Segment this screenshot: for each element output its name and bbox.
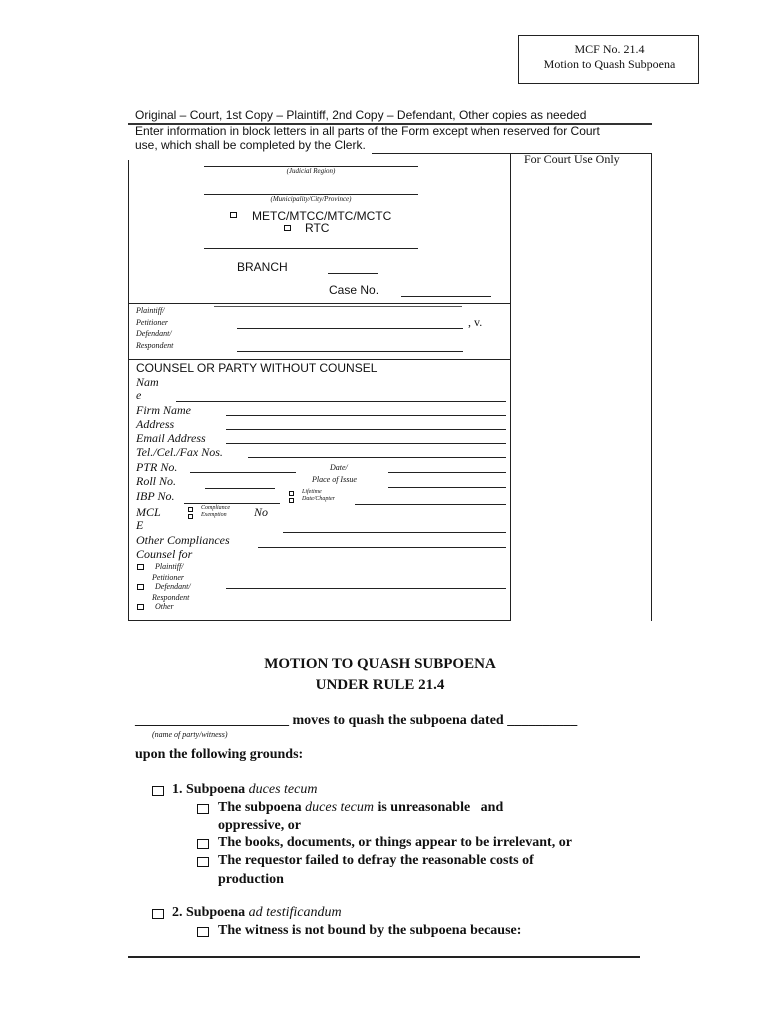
mcle-label-2: E (136, 518, 144, 532)
ground-2-answer-line (128, 956, 640, 958)
ground-2-term: ad testificandum (248, 905, 342, 920)
motion-title-1: MOTION TO QUASH SUBPOENA (264, 656, 496, 672)
ptr-line (190, 472, 296, 473)
date-chapter-label: Date/Chapter (302, 496, 335, 502)
ground-1-text (172, 782, 317, 798)
cf-plaintiff-label-1: Plaintiff/ (155, 562, 184, 571)
ground-1a-checkbox[interactable] (197, 804, 209, 814)
ground-1-checkbox[interactable] (152, 786, 164, 796)
compliance-label: Compliance (201, 505, 230, 511)
court-name-line (204, 248, 418, 249)
date-label: Date/ (330, 463, 348, 472)
counsel-for-label: Counsel for (136, 547, 193, 561)
form-title: Motion to Quash Subpoena (543, 57, 676, 71)
ground-1a-text (218, 800, 503, 816)
ground-1a-term: duces tecum (305, 800, 374, 815)
date-chapter-checkbox[interactable] (289, 498, 294, 503)
counsel-top-rule (128, 359, 511, 360)
motion-title-2: UNDER RULE 21.4 (315, 677, 445, 693)
metc-label: METC/MTCC/MTC/MCTC (252, 209, 392, 223)
versus-label: , v. (468, 315, 483, 329)
mcle-no-label: No (254, 505, 269, 519)
judicial-region-label: (Judicial Region) (286, 167, 336, 175)
court-use-label: For Court Use Only (524, 152, 620, 166)
address-label: Address (136, 417, 175, 431)
frame-bottom-rule (128, 620, 511, 621)
ground-1c-text: The requestor failed to defray the reasonable costs of (218, 853, 534, 868)
cf-defendant-label-2: Respondent (152, 593, 190, 602)
frame-left-border (128, 160, 129, 620)
ground-1-term: duces tecum (248, 782, 318, 797)
cf-defendant-label-1: Defendant/ (155, 582, 191, 591)
municipality-label: (Municipality/City/Province) (270, 195, 352, 203)
ptr-label: PTR No. (136, 460, 178, 474)
form-number-box (518, 35, 699, 84)
other-compliances-label: Other Compliances (136, 533, 230, 547)
ibp-label: IBP No. (136, 489, 175, 503)
grounds-intro: upon the following grounds: (135, 747, 304, 762)
tel-label: Tel./Cel./Fax Nos. (136, 445, 223, 459)
tel-line (248, 457, 506, 458)
frame-divider (510, 153, 511, 621)
metc-checkbox[interactable] (230, 212, 237, 218)
form-number: MCF No. 21.4 (574, 42, 645, 56)
parties-top-rule-2 (214, 306, 462, 307)
instructions-line-1: Enter information in block letters in all parts of the Form except when reserved for Court (135, 124, 600, 138)
place-line (388, 487, 506, 488)
name-label-1: Nam (136, 375, 159, 389)
ground-1c-checkbox[interactable] (197, 857, 209, 867)
frame-right-border (651, 153, 652, 621)
plaintiff-line (237, 328, 463, 329)
ground-2-checkbox[interactable] (152, 909, 164, 919)
ground-2a-text: The witness is not bound by the subpoena because: (218, 923, 522, 938)
ibp-line (184, 503, 280, 504)
ground-2-text (172, 905, 342, 921)
ground-2a-checkbox[interactable] (197, 927, 209, 937)
moves-to-quash-line: ______________________ moves to quash the subpoena dated __________ (135, 713, 578, 728)
defendant-line (237, 351, 463, 352)
name-label-2: e (136, 388, 142, 402)
distribution-note: Original – Court, 1st Copy – Plaintiff, 2nd Copy – Defendant, Other copies as needed (135, 108, 587, 122)
lifetime-checkbox[interactable] (289, 491, 294, 496)
exemption-label: Exemption (201, 512, 227, 518)
mcle-label-1: MCL (136, 505, 161, 519)
branch-line (328, 273, 378, 274)
defendant-label-1: Defendant/ (136, 329, 172, 338)
counsel-heading: COUNSEL OR PARTY WITHOUT COUNSEL (136, 361, 378, 375)
name-line (176, 401, 506, 402)
email-label: Email Address (136, 431, 206, 445)
place-of-issue-label: Place of Issue (312, 475, 357, 484)
ground-1c-continued: production (218, 872, 284, 887)
exemption-checkbox[interactable] (188, 514, 193, 519)
firm-name-line (226, 415, 506, 416)
ptr-date-line (388, 472, 506, 473)
ground-1a-post: is unreasonable and (373, 800, 504, 815)
firm-name-label: Firm Name (136, 403, 191, 417)
ground-1b-checkbox[interactable] (197, 839, 209, 849)
ground-1-label: 1. Subpoena (172, 782, 249, 797)
ground-1b-text: The books, documents, or things appear to be irrelevant, or (218, 835, 572, 850)
counsel-for-line (226, 588, 506, 589)
cf-other-checkbox[interactable] (137, 604, 144, 610)
name-of-party-hint: (name of party/witness) (152, 730, 228, 739)
roll-label: Roll No. (136, 474, 177, 488)
case-no-label: Case No. (329, 283, 380, 297)
plaintiff-label-2: Petitioner (136, 318, 168, 327)
email-line (226, 443, 506, 444)
roll-line (205, 488, 275, 489)
other-compliances-line (258, 547, 506, 548)
address-line (226, 429, 506, 430)
case-no-line (401, 296, 491, 297)
cf-other-label: Other (155, 602, 174, 611)
defendant-label-2: Respondent (136, 341, 174, 350)
ground-2-label: 2. Subpoena (172, 905, 249, 920)
cf-plaintiff-checkbox[interactable] (137, 564, 144, 570)
ground-1a-continued: oppressive, or (218, 818, 301, 833)
instructions-line-2: use, which shall be completed by the Clerk. (135, 138, 366, 152)
rtc-checkbox[interactable] (284, 225, 291, 231)
cf-defendant-checkbox[interactable] (137, 584, 144, 590)
rtc-label: RTC (305, 221, 330, 235)
compliance-checkbox[interactable] (188, 507, 193, 512)
branch-label: BRANCH (237, 260, 288, 274)
mcle-line (283, 532, 506, 533)
plaintiff-label-1: Plaintiff/ (136, 306, 165, 315)
lifetime-label: Lifetime (302, 489, 322, 495)
ibp-detail-line (355, 504, 506, 505)
ground-1a-pre: The subpoena (218, 800, 306, 815)
parties-top-rule (128, 303, 511, 304)
cf-plaintiff-label-2: Petitioner (152, 573, 184, 582)
